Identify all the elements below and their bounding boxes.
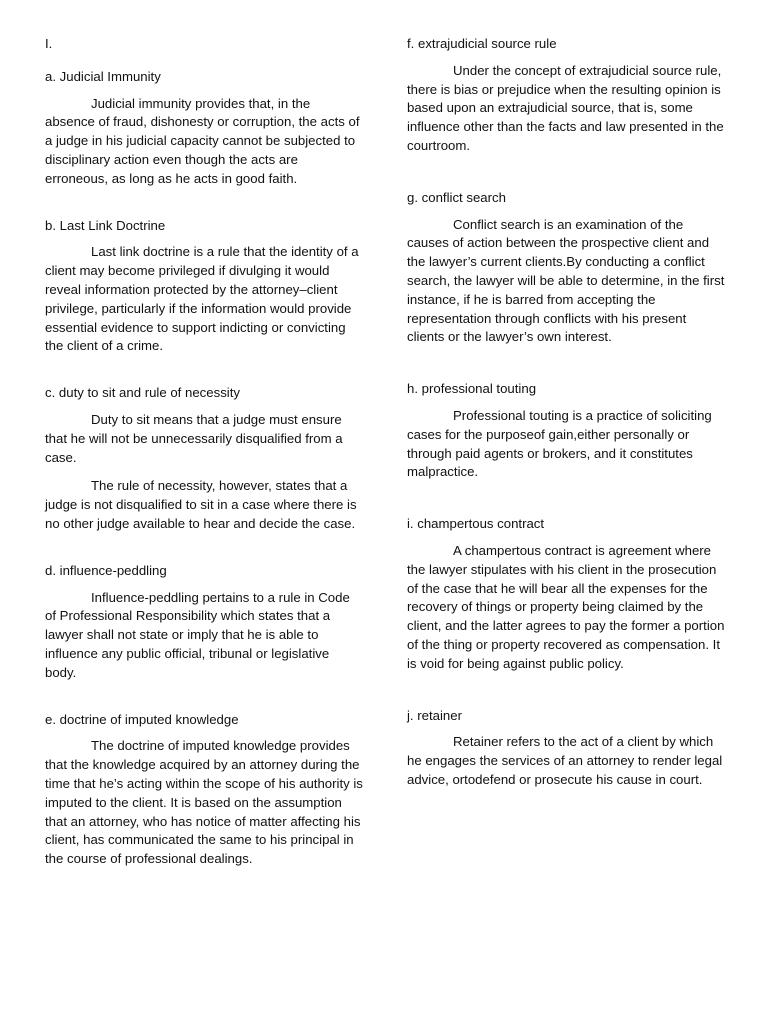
entry-heading: j. retainer (407, 707, 462, 723)
entry-imputed-knowledge (45, 711, 363, 869)
entry-paragraph: Influence-peddling pertains to a rule in Code of Professional Responsibility which states that a lawyer shall not state or imply that he is able to influence any public official, tribunal or legislative body. (45, 589, 350, 680)
entry-paragraph: Duty to sit means that a judge must ensure that he will not be unnecessarily disqualified from a case. (45, 411, 343, 465)
entry-paragraph: Last link doctrine is a rule that the identity of a client may become privileged if divulging it would reveal information protected by the attorney–client privilege, particularly if the information would provide essential evidence to support indicting or convicting the client of a crime. (45, 244, 359, 354)
entry-judicial-immunity (45, 68, 363, 189)
entry-paragraph: A champertous contract is agreement where the lawyer stipulates with his client in the prosecution of the case that he will bear all the expenses for the recovery of things or property being claimed by the client, and the latter agrees to pay the former a portion of the thing or property recovered as compensation. It is void for being against public policy. (407, 542, 725, 671)
entry-heading: d. influence-peddling (45, 562, 167, 578)
entry-duty-to-sit (45, 384, 363, 534)
entry-heading: f. extrajudicial source rule (407, 36, 557, 51)
entry-paragraph: Conflict search is an examination of the causes of action between the prospective client and the lawyer’s current clients.By conducting a conflict search, the lawyer will be able to determine, in the first instance, if he is barred from accepting the representation through conflicts with his present clients or the lawyer’s own interest. (407, 216, 725, 345)
entry-heading: b. Last Link Doctrine (45, 217, 166, 233)
entry-champertous-contract (407, 515, 725, 673)
section-label: I. (45, 36, 53, 51)
entry-conflict-search (407, 189, 725, 347)
entry-heading: h. professional touting (407, 381, 537, 397)
entry-paragraph: Under the concept of extrajudicial source rule, there is bias or prejudice when the resulting opinion is based upon an extrajudicial source, that is, some influence other than the facts and law presented in the courtroom. (407, 62, 724, 153)
entry-influence-peddling (45, 562, 363, 683)
left-column (45, 35, 363, 897)
entry-last-link-doctrine (45, 217, 363, 357)
entry-professional-touting (407, 380, 725, 482)
entry-paragraph: Retainer refers to the act of a client by which he engages the services of an attorney to render legal advice, ortodefend or prosecute his cause in court. (407, 734, 723, 787)
right-column (407, 35, 725, 823)
entry-paragraph: Judicial immunity provides that, in the absence of fraud, dishonesty or corruption, the acts of a judge in his judicial capacity cannot be subjected to disciplinary action even though the acts are erroneous, as long as he acts in good faith. (45, 95, 360, 186)
entry-extrajudicial-source-rule (407, 35, 725, 156)
entry-paragraph: Professional touting is a practice of soliciting cases for the purposeof gain,either personally or through paid agents or brokers, and it constitutes malpractice. (407, 407, 712, 480)
entry-retainer (407, 707, 725, 790)
entry-heading: c. duty to sit and rule of necessity (45, 385, 240, 401)
entry-paragraph: The doctrine of imputed knowledge provides that the knowledge acquired by an attorney during the time that he’s acting within the scope of his authority is imputed to the client. It is based on the assumption that an attorney, who has notice of matter affecting his client, has communicated the same to his principal in the course of professional dealings. (45, 738, 363, 867)
entry-heading: a. Judicial Immunity (45, 68, 161, 84)
entry-heading: g. conflict search (407, 189, 506, 205)
entry-paragraph: The rule of necessity, however, states that a judge is not disqualified to sit in a case where there is no other judge available to hear and decide the case. (45, 478, 357, 531)
entry-heading: e. doctrine of imputed knowledge (45, 711, 239, 727)
entry-heading: i. champertous contract (407, 516, 545, 532)
